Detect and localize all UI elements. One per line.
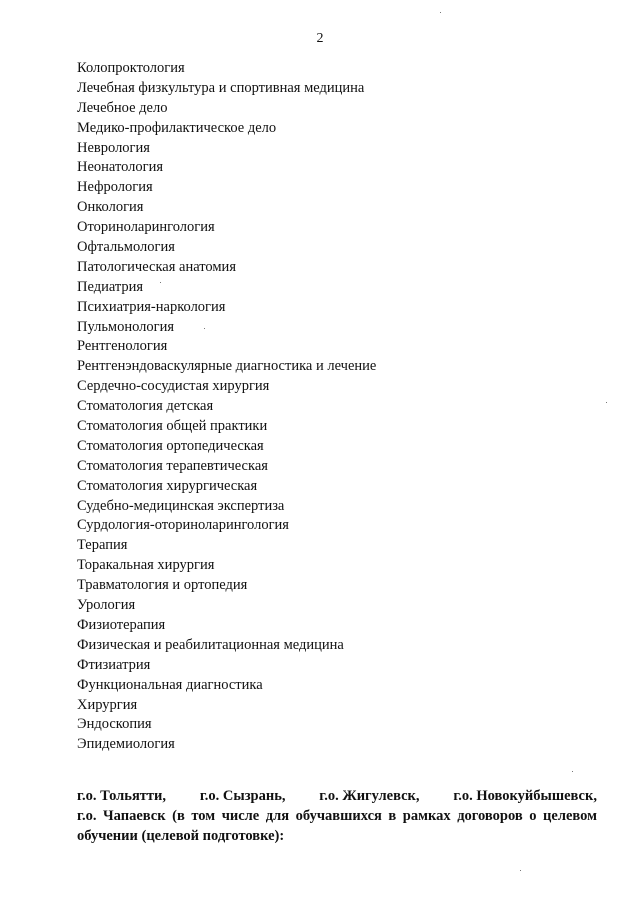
specialty-item: Неонатология [77, 159, 164, 176]
cities-heading [77, 786, 597, 846]
specialty-item: Торакальная хирургия [77, 557, 215, 574]
specialty-item: Пульмонология [77, 318, 175, 335]
specialty-item: Стоматология терапевтическая [77, 457, 268, 474]
specialty-item: Эпидемиология [77, 736, 175, 753]
specialty-item: Стоматология хирургическая [77, 477, 258, 494]
specialty-item: Офтальмология [77, 239, 175, 256]
specialty-item: Нефрология [77, 179, 153, 196]
scan-speck [606, 402, 607, 403]
scan-speck [520, 870, 521, 871]
specialty-item: Физическая и реабилитационная медицина [77, 636, 344, 653]
specialty-item: Колопроктология [77, 60, 185, 76]
specialty-item: Рентгенология [77, 338, 168, 355]
specialty-item: Онкология [77, 199, 144, 216]
specialty-item: Терапия [77, 537, 128, 554]
scan-speck [572, 771, 573, 772]
city-name: г.о. Тольятти, [77, 788, 167, 804]
page-number: 2 [316, 31, 324, 46]
scan-speck [440, 12, 441, 13]
specialty-item: Неврология [77, 139, 150, 156]
city-name: г.о. Жигулевск, [319, 788, 420, 804]
specialty-item: Педиатрия [77, 278, 144, 295]
specialty-item: Сердечно-сосудистая хирургия [77, 378, 270, 395]
specialty-item: Травматология и ортопедия [77, 577, 248, 594]
specialty-item: Урология [77, 597, 136, 614]
specialty-item: Патологическая анатомия [77, 258, 236, 275]
specialty-item: Эндоскопия [77, 716, 152, 733]
scan-speck [160, 282, 161, 283]
specialty-item: Фтизиатрия [77, 656, 151, 673]
specialty-item: Стоматология общей практики [77, 418, 268, 435]
city-name: г.о. Новокуйбышевск, [453, 788, 597, 804]
specialty-item: Медико-профилактическое дело [77, 119, 277, 136]
specialty-item: Психиатрия-наркология [77, 298, 226, 315]
specialty-item: Судебно-медицинская экспертиза [77, 497, 285, 514]
cities-continuation: г.о. Чапаевск (в том числе для обучавшихся в рамках договоров о целевом обучении (целевой подготовке): [77, 808, 597, 844]
specialty-item: Лечебная физкультура и спортивная медицина [77, 79, 365, 96]
specialty-item: Хирургия [77, 696, 138, 713]
specialty-list [77, 59, 376, 755]
specialty-item: Физиотерапия [77, 616, 166, 633]
specialty-item: Сурдология-оториноларингология [77, 517, 289, 534]
specialty-item: Рентгенэндоваскулярные диагностика и лечение [77, 358, 377, 375]
city-name: г.о. Сызрань, [199, 788, 286, 804]
scan-speck [204, 328, 205, 329]
specialty-item: Стоматология детская [77, 398, 214, 415]
specialty-item: Оториноларингология [77, 219, 215, 236]
specialty-item: Функциональная диагностика [77, 676, 263, 693]
specialty-item: Стоматология ортопедическая [77, 437, 264, 454]
cities-line [77, 786, 597, 806]
specialty-item: Лечебное дело [77, 99, 168, 116]
